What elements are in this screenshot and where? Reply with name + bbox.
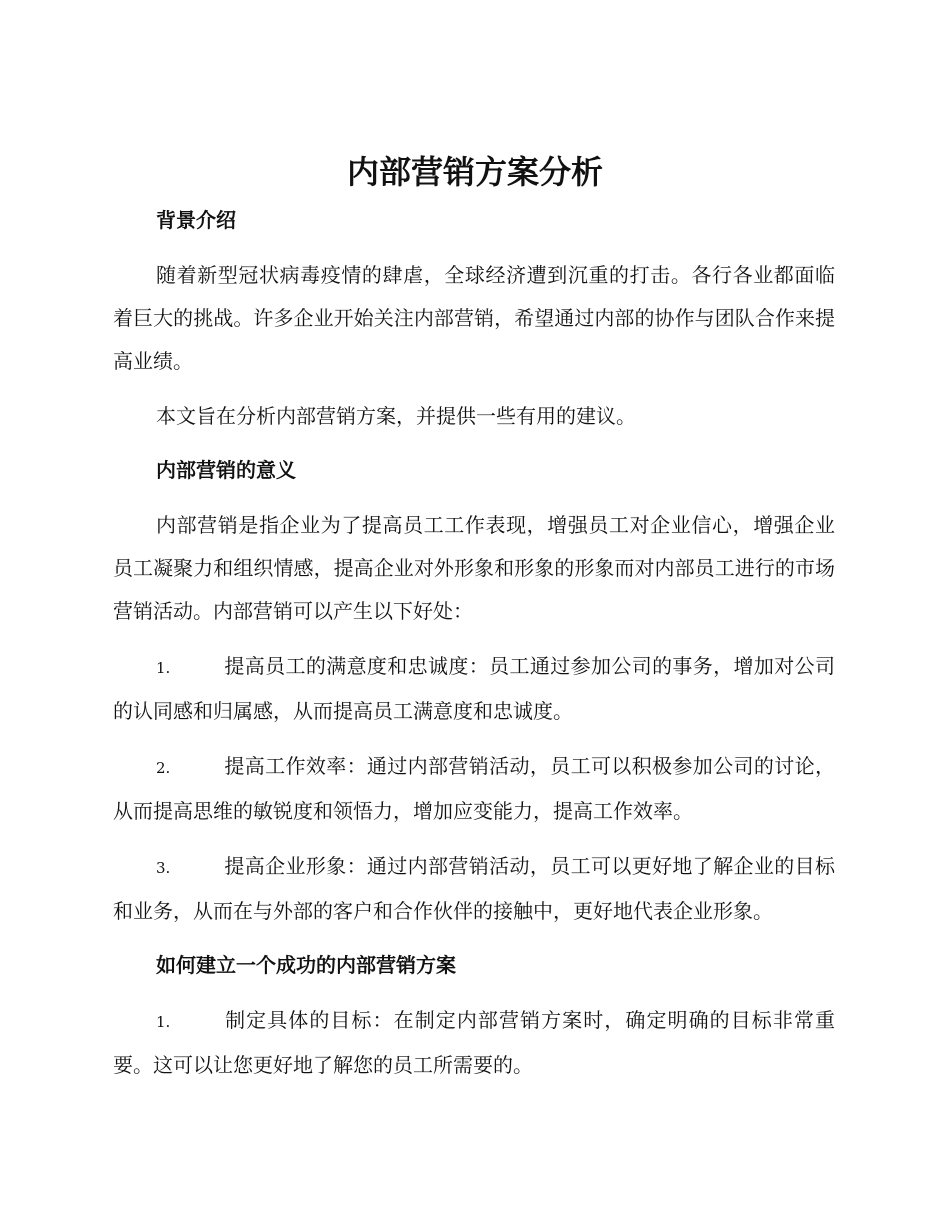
- list-item: [113, 999, 835, 1087]
- list-item: [113, 745, 835, 833]
- list-number: 1.: [156, 659, 171, 677]
- list-item: [113, 845, 835, 933]
- section-heading-howto: 如何建立一个成功的内部营销方案: [156, 953, 456, 977]
- paragraph: 本文旨在分析内部营销方案，并提供一些有用的建议。: [156, 404, 636, 428]
- section-heading-background: 背景介绍: [156, 208, 236, 232]
- list-number: 1.: [156, 1013, 171, 1031]
- document-title: 内部营销方案分析: [346, 153, 603, 191]
- list-item-text: 提高工作效率：通过内部营销活动，员工可以积极参加公司的讨论，从而提高思维的敏锐度和领悟力，增加应变能力，提高工作效率。: [113, 754, 835, 823]
- list-item-text: 提高员工的满意度和忠诚度：员工通过参加公司的事务，增加对公司的认同感和归属感，从而提高员工满意度和忠诚度。: [113, 654, 835, 723]
- document-body: [113, 200, 835, 1099]
- list-item-text: 制定具体的目标：在制定内部营销方案时，确定明确的目标非常重要。这可以让您更好地了解您的员工所需要的。: [113, 1008, 835, 1077]
- paragraph: 随着新型冠状病毒疫情的肆虐，全球经济遭到沉重的打击。各行各业都面临着巨大的挑战。许多企业开始关注内部营销，希望通过内部的协作与团队合作来提高业绩。: [113, 263, 835, 373]
- paragraph: 内部营销是指企业为了提高员工工作表现，增强员工对企业信心，增强企业员工凝聚力和组织情感，提高企业对外形象和形象的形象而对内部员工进行的市场营销活动。内部营销可以产生以下好处：: [113, 513, 835, 623]
- section-heading-meaning: 内部营销的意义: [156, 458, 296, 482]
- list-item-text: 提高企业形象：通过内部营销活动，员工可以更好地了解企业的目标和业务，从而在与外部的客户和合作伙伴的接触中，更好地代表企业形象。: [113, 854, 835, 923]
- list-number: 2.: [156, 759, 171, 777]
- list-number: 3.: [156, 859, 171, 877]
- list-item: [113, 645, 835, 733]
